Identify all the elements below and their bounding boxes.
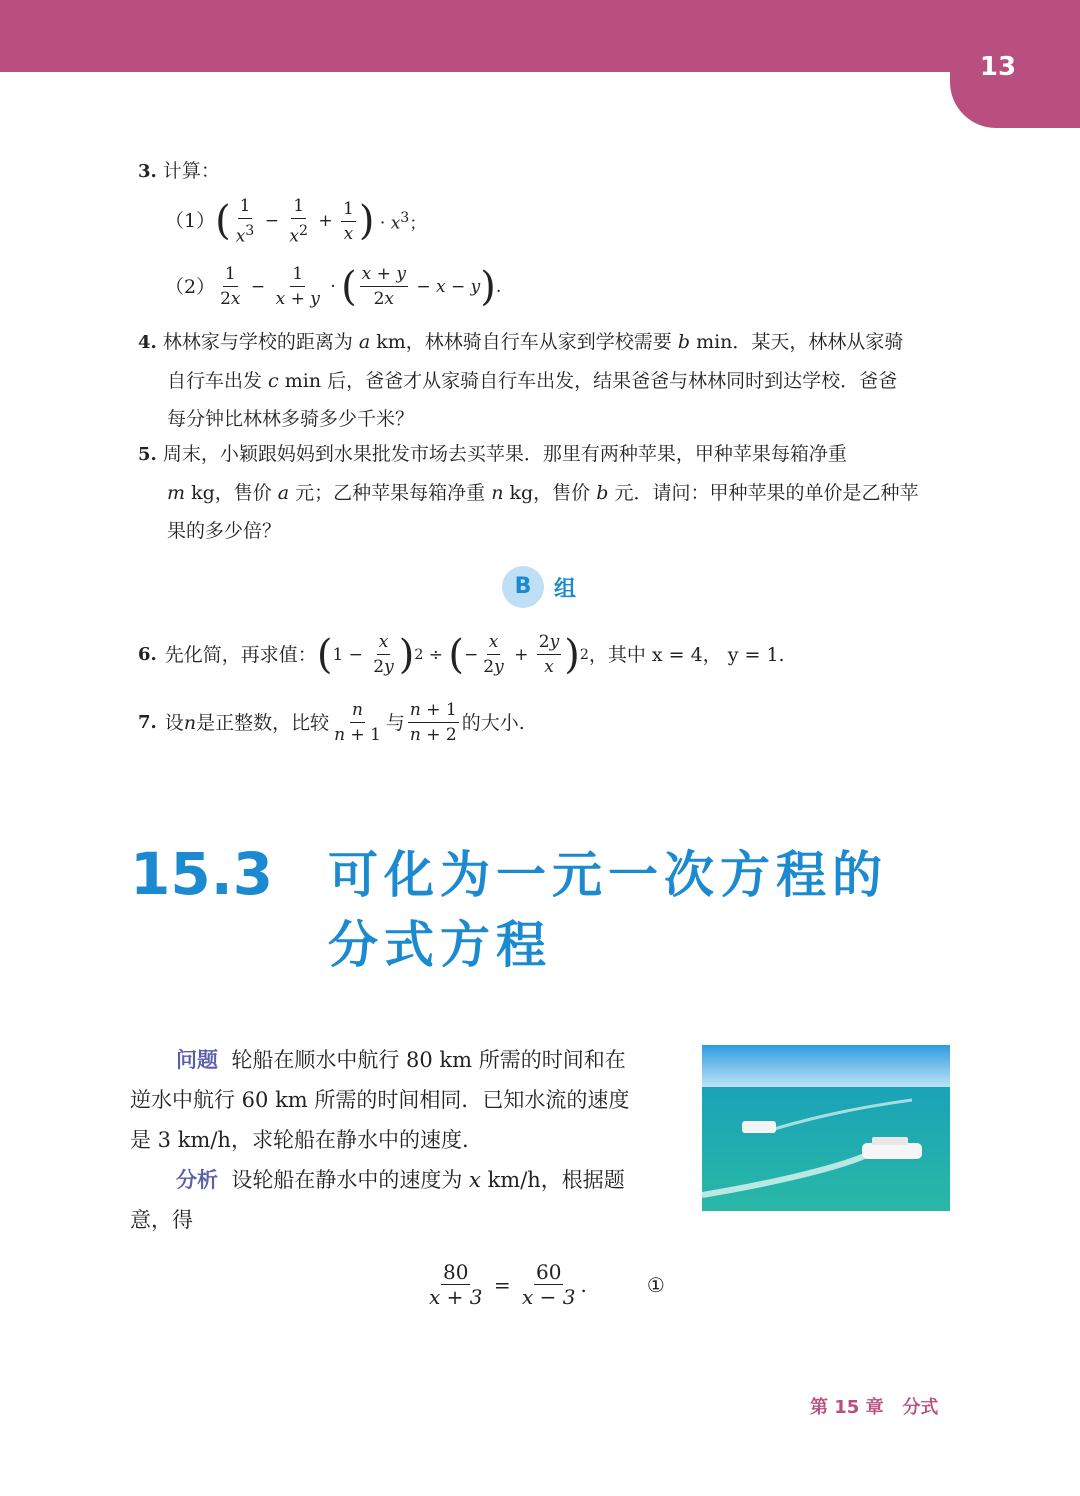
question-7: 7. 设 n 是正整数，比较 $\frac{n}{n + 1}$ 与 $\frac{n + 1}{n + 2}$ 的大小. [138,700,525,745]
ferry-photo [702,1045,950,1211]
problem-label: 问题 [176,1048,218,1072]
problem-block: 问题 轮船在顺水中航行 80 km 所需的时间和在 逆水中航行 60 km 所需的时间相同．已知水流的速度 是 3 km/h，求轮船在静水中的速度. 分析 设轮船在静水中的速度为 x km/h，根据题 意，得 [130,1048,630,1232]
section-number: 15.3 [130,840,274,908]
question-3-part-2: （2） $\frac{1}{2x}$ − $\frac{1}{x + y}$ · ( $\frac{x + y}{2x}$ − x − y ) . [165,263,502,310]
question-3-part-1: （1） ( $\frac{1}{x^3}$ − $\frac{1}{x^2}$ + $\frac{1}{x}$ ) · $x^3$ ； [165,196,427,247]
chapter-footer: 第 15 章 分式 [810,1397,939,1418]
group-badge: B [502,566,544,608]
question-3-title: 3. 计算： [138,160,220,182]
section-title: 可化为一元一次方程的 分式方程 [328,846,888,974]
top-banner [0,0,1080,72]
question-4: 4. 林林家与学校的距离为 a km，林林骑自行车从家到学校需要 b min．某天，林林从家骑 自行车出发 c min 后，爸爸才从家骑自行车出发，结果爸爸与林林同时到达学校．爸爸 每分钟比林林多骑多少千米？ [138,331,904,430]
analysis-label: 分析 [176,1168,218,1192]
equation-tag: ① [646,1272,665,1297]
question-6: 6. 先化简，再求值： ( 1 − $\frac{x}{2y}$ ) 2 ÷ ( − $\frac{x}{2y}$ + $\frac{2y}{x}$ ) 2 ，其中 x = 4， y = 1. [138,631,785,678]
question-5: 5. 周末，小颖跟妈妈到水果批发市场去买苹果．那里有两种苹果，甲种苹果每箱净重 m kg，售价 a 元；乙种苹果每箱净重 n kg，售价 b 元．请问：甲种苹果的单价是乙种苹 果的多少倍？ [138,443,919,542]
equation-1: $\frac{80}{x + 3}$ = $\frac{60}{x - 3}$ . ① [429,1260,665,1309]
group-b-heading: B 组 [502,566,576,608]
page-number: 13 [979,52,1017,82]
